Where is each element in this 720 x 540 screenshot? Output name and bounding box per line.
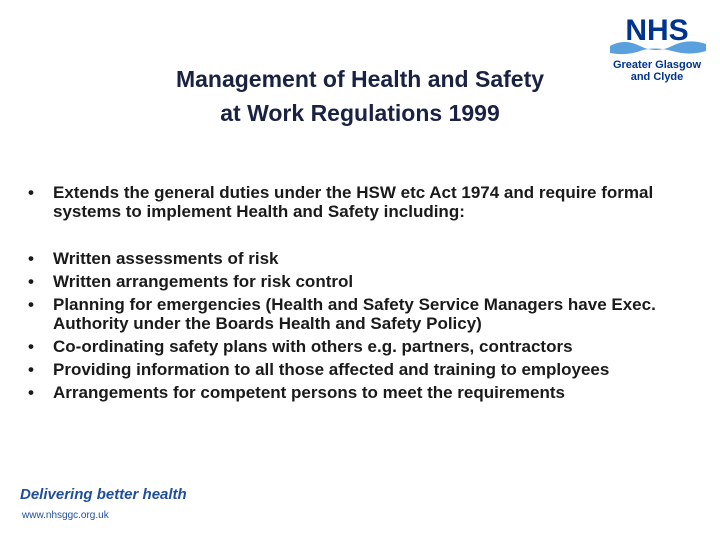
logo-org-line-1: Greater Glasgow	[612, 59, 702, 71]
list-item-text: Written arrangements for risk control	[53, 272, 354, 291]
nhs-mark-text: NHS	[625, 14, 689, 47]
list-item-text: Written assessments of risk	[53, 249, 279, 268]
slide-title	[110, 62, 610, 130]
list-item	[28, 360, 708, 379]
list-item	[28, 249, 708, 268]
bullet-icon: •	[28, 383, 34, 402]
intro-text: Extends the general duties under the HSW etc Act 1974 and require formal systems to implement Health and Safety including:	[53, 183, 654, 221]
list-item	[28, 337, 708, 356]
list-item-text: Co-ordinating safety plans with others e.g. partners, contractors	[53, 337, 573, 356]
bullet-icon: •	[28, 360, 34, 379]
nhs-wave-icon	[602, 10, 712, 58]
title-line-1: Management of Health and Safety	[175, 66, 545, 92]
list-item-text: Providing information to all those affected and training to employees	[53, 360, 610, 379]
nhs-logo	[602, 10, 712, 90]
list-item	[28, 272, 708, 291]
bullet-icon: •	[28, 295, 34, 314]
logo-org-line-2: and Clyde	[630, 71, 684, 83]
footer-tagline: Delivering better health	[20, 486, 187, 503]
bullet-icon: •	[28, 249, 34, 268]
bullet-icon: •	[28, 272, 34, 291]
list-item	[28, 383, 708, 402]
list-item-text: Planning for emergencies (Health and Safety Service Managers have Exec. Authority under the Boards Health and Safety Policy)	[53, 295, 656, 333]
title-line-2: at Work Regulations 1999	[220, 100, 500, 126]
list-item	[28, 295, 708, 333]
intro-list	[28, 183, 708, 221]
list-item-text: Arrangements for competent persons to meet the requirements	[53, 383, 566, 402]
bullet-icon: •	[28, 183, 34, 202]
footer-url-link[interactable]: www.nhsggc.org.uk	[22, 510, 109, 521]
requirements-list	[28, 249, 708, 406]
intro-item	[28, 183, 708, 221]
bullet-icon: •	[28, 337, 34, 356]
